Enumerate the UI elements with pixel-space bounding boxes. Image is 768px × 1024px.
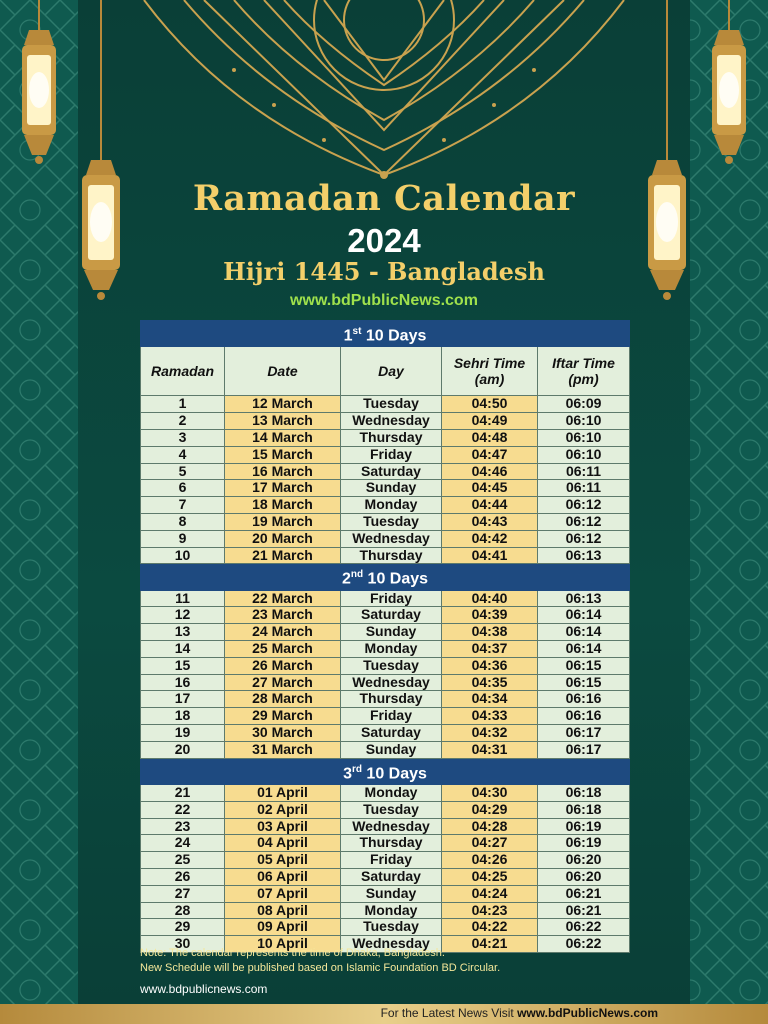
cell-day: Monday	[341, 784, 442, 801]
section-ordinal-suffix: st	[352, 326, 362, 337]
cell-date: 31 March	[225, 741, 341, 758]
table-row	[141, 480, 630, 497]
cell-iftar: 06:12	[538, 497, 630, 514]
cell-day: Sunday	[341, 741, 442, 758]
cell-sehri: 04:43	[442, 513, 538, 530]
section-ordinal: 3	[343, 764, 352, 782]
footer-site-link[interactable]: www.bdPublicNews.com	[517, 1006, 658, 1020]
cell-date: 12 March	[225, 396, 341, 413]
ramadan-timetable	[140, 320, 630, 953]
cell-day: Saturday	[341, 725, 442, 742]
header-label: Sehri Time	[453, 355, 526, 372]
cell-ramadan: 18	[141, 708, 225, 725]
table-row	[141, 429, 630, 446]
cell-ramadan: 25	[141, 852, 225, 869]
cell-iftar: 06:22	[538, 919, 630, 936]
cell-sehri: 04:36	[442, 657, 538, 674]
table-row	[141, 590, 630, 607]
cell-ramadan: 19	[141, 725, 225, 742]
section-ordinal-suffix: rd	[351, 763, 362, 775]
cell-iftar: 06:18	[538, 801, 630, 818]
section-header-row	[141, 321, 630, 347]
year-heading: 2024	[347, 222, 421, 259]
table-row	[141, 708, 630, 725]
section-ordinal-suffix: nd	[350, 569, 364, 581]
cell-sehri: 04:41	[442, 547, 538, 564]
cell-date: 04 April	[225, 835, 341, 852]
cell-day: Wednesday	[341, 674, 442, 691]
table-row	[141, 801, 630, 818]
cell-sehri: 04:31	[442, 741, 538, 758]
table-row	[141, 741, 630, 758]
cell-sehri: 04:26	[442, 852, 538, 869]
cell-ramadan: 22	[141, 801, 225, 818]
table-row	[141, 396, 630, 413]
cell-iftar: 06:16	[538, 691, 630, 708]
cell-ramadan: 2	[141, 413, 225, 430]
cell-iftar: 06:16	[538, 708, 630, 725]
cell-ramadan: 1	[141, 396, 225, 413]
table-row	[141, 852, 630, 869]
cell-date: 05 April	[225, 852, 341, 869]
cell-iftar: 06:17	[538, 725, 630, 742]
cell-sehri: 04:48	[442, 429, 538, 446]
cell-day: Monday	[341, 497, 442, 514]
table-row	[141, 657, 630, 674]
cell-day: Tuesday	[341, 396, 442, 413]
section-ordinal: 1	[343, 327, 353, 345]
cell-date: 16 March	[225, 463, 341, 480]
cell-sehri: 04:50	[442, 396, 538, 413]
table-row	[141, 530, 630, 547]
cell-date: 24 March	[225, 624, 341, 641]
cell-ramadan: 5	[141, 463, 225, 480]
cell-ramadan: 7	[141, 497, 225, 514]
cell-date: 18 March	[225, 497, 341, 514]
cell-date: 26 March	[225, 657, 341, 674]
cell-ramadan: 4	[141, 446, 225, 463]
cell-ramadan: 3	[141, 429, 225, 446]
footer-bar	[0, 1004, 768, 1024]
cell-iftar: 06:22	[538, 936, 630, 953]
cell-ramadan: 12	[141, 607, 225, 624]
header-label: Day	[378, 363, 404, 380]
table-row	[141, 624, 630, 641]
cell-day: Sunday	[341, 885, 442, 902]
cell-day: Saturday	[341, 463, 442, 480]
cell-iftar: 06:21	[538, 902, 630, 919]
website-link[interactable]: www.bdPublicNews.com	[290, 292, 478, 309]
footer-prefix: For the Latest News Visit	[380, 1006, 518, 1020]
cell-sehri: 04:27	[442, 835, 538, 852]
cell-sehri: 04:23	[442, 902, 538, 919]
cell-iftar: 06:10	[538, 429, 630, 446]
cell-sehri: 04:39	[442, 607, 538, 624]
cell-date: 19 March	[225, 513, 341, 530]
cell-sehri: 04:24	[442, 885, 538, 902]
table-row	[141, 674, 630, 691]
cell-sehri: 04:32	[442, 725, 538, 742]
section-label: 10 Days	[363, 570, 429, 588]
subtitle: Hijri 1445 - Bangladesh	[223, 257, 545, 286]
note-line: Note: The calendar represents the time of Dhaka, Bangladesh.	[140, 947, 445, 959]
table-row	[141, 835, 630, 852]
table-row	[141, 607, 630, 624]
cell-day: Thursday	[341, 835, 442, 852]
cell-sehri: 04:47	[442, 446, 538, 463]
cell-day: Sunday	[341, 480, 442, 497]
cell-day: Tuesday	[341, 657, 442, 674]
section-title	[141, 758, 630, 784]
section-label: 10 Days	[361, 327, 427, 345]
cell-iftar: 06:15	[538, 657, 630, 674]
cell-date: 13 March	[225, 413, 341, 430]
cell-day: Monday	[341, 902, 442, 919]
cell-ramadan: 24	[141, 835, 225, 852]
cell-date: 09 April	[225, 919, 341, 936]
cell-date: 06 April	[225, 868, 341, 885]
cell-day: Wednesday	[341, 936, 442, 953]
cell-iftar: 06:20	[538, 868, 630, 885]
cell-sehri: 04:22	[442, 919, 538, 936]
header-date	[225, 347, 341, 396]
header-ramadan	[141, 347, 225, 396]
cell-ramadan: 10	[141, 547, 225, 564]
cell-day: Saturday	[341, 868, 442, 885]
cell-day: Friday	[341, 446, 442, 463]
cell-sehri: 04:38	[442, 624, 538, 641]
cell-iftar: 06:21	[538, 885, 630, 902]
cell-date: 02 April	[225, 801, 341, 818]
cell-sehri: 04:33	[442, 708, 538, 725]
cell-iftar: 06:19	[538, 818, 630, 835]
cell-date: 14 March	[225, 429, 341, 446]
table-row	[141, 547, 630, 564]
cell-iftar: 06:12	[538, 513, 630, 530]
cell-date: 21 March	[225, 547, 341, 564]
cell-day: Thursday	[341, 429, 442, 446]
cell-sehri: 04:49	[442, 413, 538, 430]
cell-day: Saturday	[341, 607, 442, 624]
cell-date: 27 March	[225, 674, 341, 691]
cell-iftar: 06:14	[538, 641, 630, 658]
cell-date: 01 April	[225, 784, 341, 801]
page-title: Ramadan Calendar	[192, 178, 576, 219]
cell-ramadan: 16	[141, 674, 225, 691]
header-iftar	[538, 347, 630, 396]
cell-iftar: 06:10	[538, 446, 630, 463]
cell-iftar: 06:19	[538, 835, 630, 852]
table-row	[141, 497, 630, 514]
cell-sehri: 04:25	[442, 868, 538, 885]
cell-day: Tuesday	[341, 919, 442, 936]
cell-iftar: 06:12	[538, 530, 630, 547]
cell-iftar: 06:11	[538, 463, 630, 480]
cell-iftar: 06:14	[538, 624, 630, 641]
cell-sehri: 04:45	[442, 480, 538, 497]
section-ordinal: 2	[341, 570, 351, 588]
cell-date: 15 March	[225, 446, 341, 463]
cell-date: 23 March	[225, 607, 341, 624]
mandala-ornament	[84, 0, 684, 180]
cell-sehri: 04:35	[442, 674, 538, 691]
cell-iftar: 06:15	[538, 674, 630, 691]
cell-ramadan: 30	[141, 936, 225, 953]
cell-date: 29 March	[225, 708, 341, 725]
footer-text	[381, 1006, 658, 1020]
cell-iftar: 06:13	[538, 590, 630, 607]
header-label: Ramadan	[150, 363, 215, 380]
table-row	[141, 885, 630, 902]
table-row	[141, 463, 630, 480]
cell-day: Friday	[341, 590, 442, 607]
cell-day: Wednesday	[341, 413, 442, 430]
section-header-row	[141, 758, 630, 784]
column-header-row	[141, 347, 630, 396]
cell-ramadan: 13	[141, 624, 225, 641]
cell-sehri: 04:21	[442, 936, 538, 953]
cell-date: 07 April	[225, 885, 341, 902]
cell-ramadan: 23	[141, 818, 225, 835]
cell-sehri: 04:40	[442, 590, 538, 607]
cell-sehri: 04:44	[442, 497, 538, 514]
cell-ramadan: 28	[141, 902, 225, 919]
cell-ramadan: 6	[141, 480, 225, 497]
cell-iftar: 06:13	[538, 547, 630, 564]
cell-date: 22 March	[225, 590, 341, 607]
header-label: Iftar Time	[552, 355, 615, 372]
cell-iftar: 06:10	[538, 413, 630, 430]
note-text	[140, 946, 500, 976]
header-day	[341, 347, 442, 396]
section-title	[141, 321, 630, 347]
cell-ramadan: 8	[141, 513, 225, 530]
table-row	[141, 446, 630, 463]
cell-ramadan: 21	[141, 784, 225, 801]
cell-day: Monday	[341, 641, 442, 658]
cell-day: Wednesday	[341, 818, 442, 835]
cell-date: 03 April	[225, 818, 341, 835]
table-row	[141, 868, 630, 885]
cell-ramadan: 11	[141, 590, 225, 607]
cell-day: Wednesday	[341, 530, 442, 547]
cell-iftar: 06:11	[538, 480, 630, 497]
cell-date: 08 April	[225, 902, 341, 919]
cell-date: 17 March	[225, 480, 341, 497]
cell-day: Friday	[341, 852, 442, 869]
header-label: Date	[267, 363, 298, 380]
cell-iftar: 06:14	[538, 607, 630, 624]
cell-sehri: 04:42	[442, 530, 538, 547]
cell-day: Tuesday	[341, 513, 442, 530]
cell-day: Thursday	[341, 547, 442, 564]
cell-date: 30 March	[225, 725, 341, 742]
cell-ramadan: 15	[141, 657, 225, 674]
cell-ramadan: 27	[141, 885, 225, 902]
lantern-icon	[12, 0, 66, 170]
cell-sehri: 04:28	[442, 818, 538, 835]
cell-ramadan: 29	[141, 919, 225, 936]
section-label: 10 Days	[361, 764, 427, 782]
cell-sehri: 04:34	[442, 691, 538, 708]
cell-day: Friday	[341, 708, 442, 725]
cell-ramadan: 17	[141, 691, 225, 708]
cell-ramadan: 9	[141, 530, 225, 547]
table-row	[141, 919, 630, 936]
cell-iftar: 06:17	[538, 741, 630, 758]
footer-website-link[interactable]: www.bdpublicnews.com	[140, 982, 268, 996]
cell-sehri: 04:30	[442, 784, 538, 801]
cell-iftar: 06:20	[538, 852, 630, 869]
table-row	[141, 513, 630, 530]
table-row	[141, 818, 630, 835]
cell-ramadan: 26	[141, 868, 225, 885]
header-unit: (am)	[474, 371, 505, 388]
note-line: New Schedule will be published based on Islamic Foundation BD Circular.	[140, 962, 501, 974]
header-unit: (pm)	[568, 371, 599, 388]
cell-ramadan: 14	[141, 641, 225, 658]
cell-day: Sunday	[341, 624, 442, 641]
table-row	[141, 784, 630, 801]
cell-iftar: 06:18	[538, 784, 630, 801]
cell-sehri: 04:46	[442, 463, 538, 480]
cell-ramadan: 20	[141, 741, 225, 758]
cell-day: Thursday	[341, 691, 442, 708]
cell-date: 10 April	[225, 936, 341, 953]
header-sehri	[442, 347, 538, 396]
table-row	[141, 902, 630, 919]
table-row	[141, 641, 630, 658]
cell-date: 28 March	[225, 691, 341, 708]
cell-sehri: 04:29	[442, 801, 538, 818]
table-row	[141, 691, 630, 708]
lantern-icon	[702, 0, 756, 170]
table-row	[141, 725, 630, 742]
cell-day: Tuesday	[341, 801, 442, 818]
cell-date: 25 March	[225, 641, 341, 658]
section-title	[141, 564, 630, 590]
cell-date: 20 March	[225, 530, 341, 547]
section-header-row	[141, 564, 630, 590]
cell-sehri: 04:37	[442, 641, 538, 658]
cell-iftar: 06:09	[538, 396, 630, 413]
table-row	[141, 413, 630, 430]
